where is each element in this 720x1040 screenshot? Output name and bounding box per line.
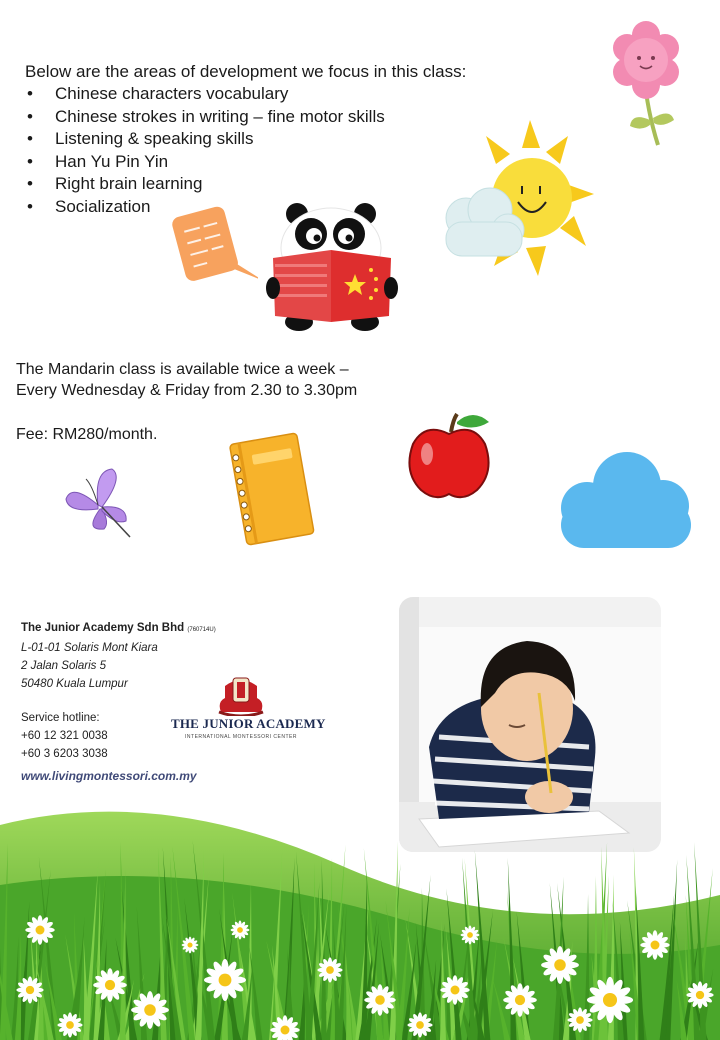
website-link[interactable]: www.livingmontessori.com.my [21, 769, 197, 783]
apple-illustration [405, 410, 495, 505]
list-item: • Chinese characters vocabulary [25, 83, 385, 106]
list-item: • Listening & speaking skills [25, 128, 385, 151]
logo-name: THE JUNIOR ACADEMY [171, 716, 326, 731]
hotline-label: Service hotline: [21, 712, 100, 724]
list-item: • Right brain learning [25, 173, 385, 196]
company-name: The Junior Academy Sdn Bhd [21, 622, 185, 634]
cloud-illustration [555, 446, 697, 554]
list-item: • Socialization [25, 196, 385, 219]
company-registration: (760714U) [187, 627, 216, 633]
list-item: • Han Yu Pin Yin [25, 151, 385, 174]
meadow-footer [0, 795, 720, 1040]
address-line: 50480 Kuala Lumpur [21, 678, 128, 690]
panda-reading-illustration [265, 200, 400, 335]
logo-tagline: INTERNATIONAL MONTESSORI CENTER [185, 734, 297, 740]
butterfly-illustration [62, 465, 137, 540]
phone-number: +60 12 321 0038 [21, 730, 108, 742]
flower-illustration [610, 20, 680, 150]
sun-illustration [438, 118, 598, 278]
phone-number: +60 3 6203 3038 [21, 748, 108, 760]
schedule-line: The Mandarin class is available twice a week – [16, 361, 349, 378]
speech-bubble-illustration [168, 198, 258, 298]
schedule-line: Every Wednesday & Friday from 2.30 to 3.30pm [16, 382, 358, 399]
focus-intro: Below are the areas of development we focus in this class: [25, 62, 467, 81]
academy-logo [171, 672, 326, 740]
address-line: L-01-01 Solaris Mont Kiara [21, 642, 158, 654]
crest-icon [217, 672, 265, 716]
class-schedule [16, 359, 357, 401]
address-line: 2 Jalan Solaris 5 [21, 660, 107, 672]
list-item: • Chinese strokes in writing – fine motor skills [25, 106, 385, 129]
fee-text: Fee: RM280/month. [16, 426, 158, 443]
notebook-illustration [222, 428, 322, 553]
